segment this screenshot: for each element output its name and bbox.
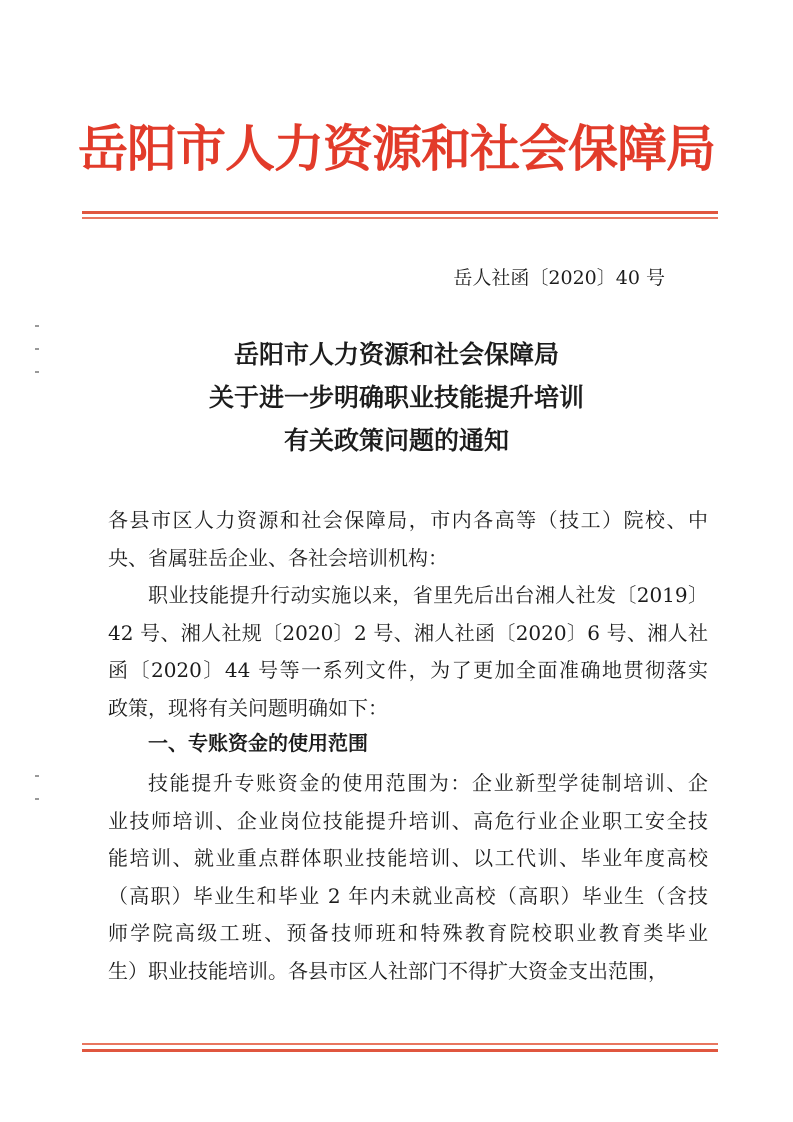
binding-mark (35, 348, 39, 350)
binding-mark (35, 371, 39, 373)
section-1-line-3: 能培训、就业重点群体职业技能培训、以工代训、毕业年度高校 (108, 846, 708, 871)
document-title-line-3: 有关政策问题的通知 (283, 426, 509, 455)
letterhead-red-rule-bottom (82, 217, 718, 219)
section-1-line-4: （高职）毕业生和毕业 2 年内未就业高校（高职）毕业生（含技 (108, 883, 708, 908)
footer-red-rule-bottom (82, 1049, 718, 1052)
document-title-line-1: 岳阳市人力资源和社会保障局 (233, 340, 559, 369)
document-title-line-2: 关于进一步明确职业技能提升培训 (208, 383, 584, 412)
recipients-line-1: 各县市区人力资源和社会保障局，市内各高等（技工）院校、中 (108, 508, 708, 532)
recipients-block (108, 502, 708, 577)
binding-mark (35, 325, 39, 327)
intro-line-2: 42 号、湘人社规〔2020〕2 号、湘人社函〔2020〕6 号、湘人社 (108, 620, 708, 645)
binding-mark (35, 775, 39, 777)
section-1-heading: 一、专账资金的使用范围 (148, 731, 368, 755)
recipients-line-2: 央、省属驻岳企业、各社会培训机构： (108, 545, 448, 570)
document-number: 岳人社函〔2020〕40 号 (453, 267, 665, 289)
binding-mark (35, 798, 39, 800)
letterhead-agency-name: 岳阳市人力资源和社会保障局 (78, 119, 715, 178)
footer-red-rule-top (82, 1043, 718, 1045)
section-1-line-6: 生）职业技能培训。各县市区人社部门不得扩大资金支出范围， (108, 958, 668, 983)
section-1-paragraph (108, 765, 708, 991)
section-1-line-2: 业技师培训、企业岗位技能提升培训、高危行业企业职工安全技 (108, 808, 708, 833)
intro-paragraph (108, 577, 708, 727)
letterhead-red-rule-top (82, 211, 718, 214)
section-1-line-1: 技能提升专账资金的使用范围为：企业新型学徒制培训、企 (148, 771, 708, 795)
section-1-line-5: 师学院高级工班、预备技师班和特殊教育院校职业教育类毕业 (108, 921, 708, 946)
intro-line-3: 函〔2020〕44 号等一系列文件，为了更加全面准确地贯彻落实 (108, 658, 708, 683)
intro-line-4: 政策，现将有关问题明确如下： (108, 695, 388, 720)
intro-line-1: 职业技能提升行动实施以来，省里先后出台湘人社发〔2019〕 (148, 583, 708, 607)
